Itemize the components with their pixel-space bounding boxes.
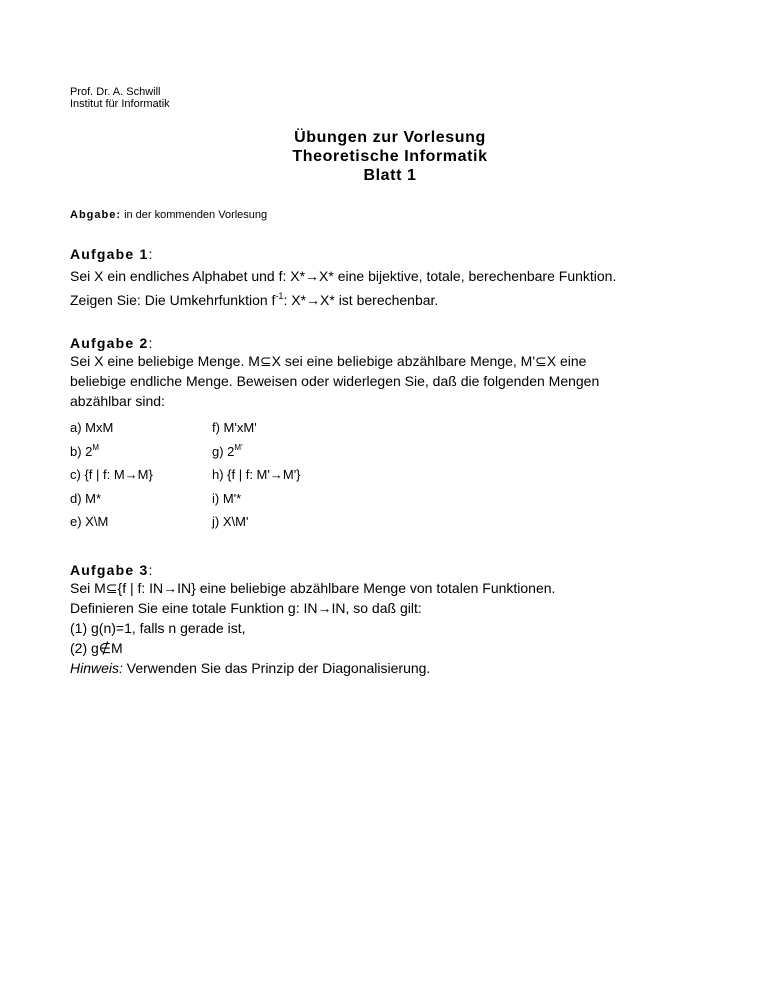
submission-label: Abgabe: [70,209,121,221]
task-3-hint [70,658,710,678]
task-1 [70,246,710,310]
set-list [70,416,710,534]
author-name: Prof. Dr. A. Schwill [70,86,161,98]
title-line-3: Blatt 1 [363,167,417,184]
task-3-line-4: (2) g∉M [70,639,123,656]
hint-text: Verwenden Sie das Prinzip der Diagonalisierung. [122,659,431,676]
document-page [70,86,710,678]
set-item-c: c) {f | f: M→M} [70,467,153,482]
title-line-2: Theoretische Informatik [292,148,488,165]
task-1-line-1: Sei X ein endliches Alphabet und f: X*→X* eine bijektive, totale, berechenbare Funktion. [70,268,617,284]
task-3-line-2: Definieren Sie eine totale Funktion g: IN→IN, so daß gilt: [70,599,422,616]
task-3 [70,562,710,678]
set-item-g: g) $2^{M'}$ [212,442,243,459]
task-1-text [70,266,710,310]
set-item-a: a) MxM [70,420,114,435]
task-3-line-1: Sei M⊆{f | f: IN→IN} eine beliebige abzählbare Menge von totalen Funktionen. [70,579,556,596]
task-3-heading: Aufgabe 3: [70,561,154,578]
submission-note [70,209,710,221]
task-3-text [70,578,710,678]
task-2-line-2: beliebige endliche Menge. Beweisen oder widerlegen Sie, daß die folgenden Mengen [70,373,600,389]
task-2-text [70,351,710,411]
institute-name: Institut für Informatik [70,98,170,110]
hint-label: Hinweis: [70,659,123,676]
set-item-f: f) M'xM' [212,420,257,435]
set-item-i: i) M'* [212,490,242,506]
task-1-heading: Aufgabe 1: [70,246,154,262]
task-2-line-1: Sei X eine beliebige Menge. M⊆X sei eine beliebige abzählbare Menge, M'⊆X eine [70,353,587,369]
title-line-1: Übungen zur Vorlesung [294,129,486,146]
set-item-b: b) $2^M$ [70,442,100,459]
set-item-e: e) X\M [70,514,109,529]
set-item-h: h) {f | f: M'→M'} [212,467,301,482]
task-3-line-3: (1) g(n)=1, falls n gerade ist, [70,619,246,636]
task-2-heading: Aufgabe 2: [70,335,154,351]
submission-text: in der kommenden Vorlesung [124,209,268,221]
task-2-line-3: abzählbar sind: [70,393,165,409]
task-1-line-2: Zeigen Sie: Die Umkehrfunktion $f^{-1}$: X*→X* ist berechenbar. [70,291,439,308]
set-item-d: d) M* [70,490,102,506]
document-title [70,128,710,185]
set-item-j: j) X\M' [212,514,249,529]
author-header [70,86,710,110]
task-2 [70,335,710,534]
